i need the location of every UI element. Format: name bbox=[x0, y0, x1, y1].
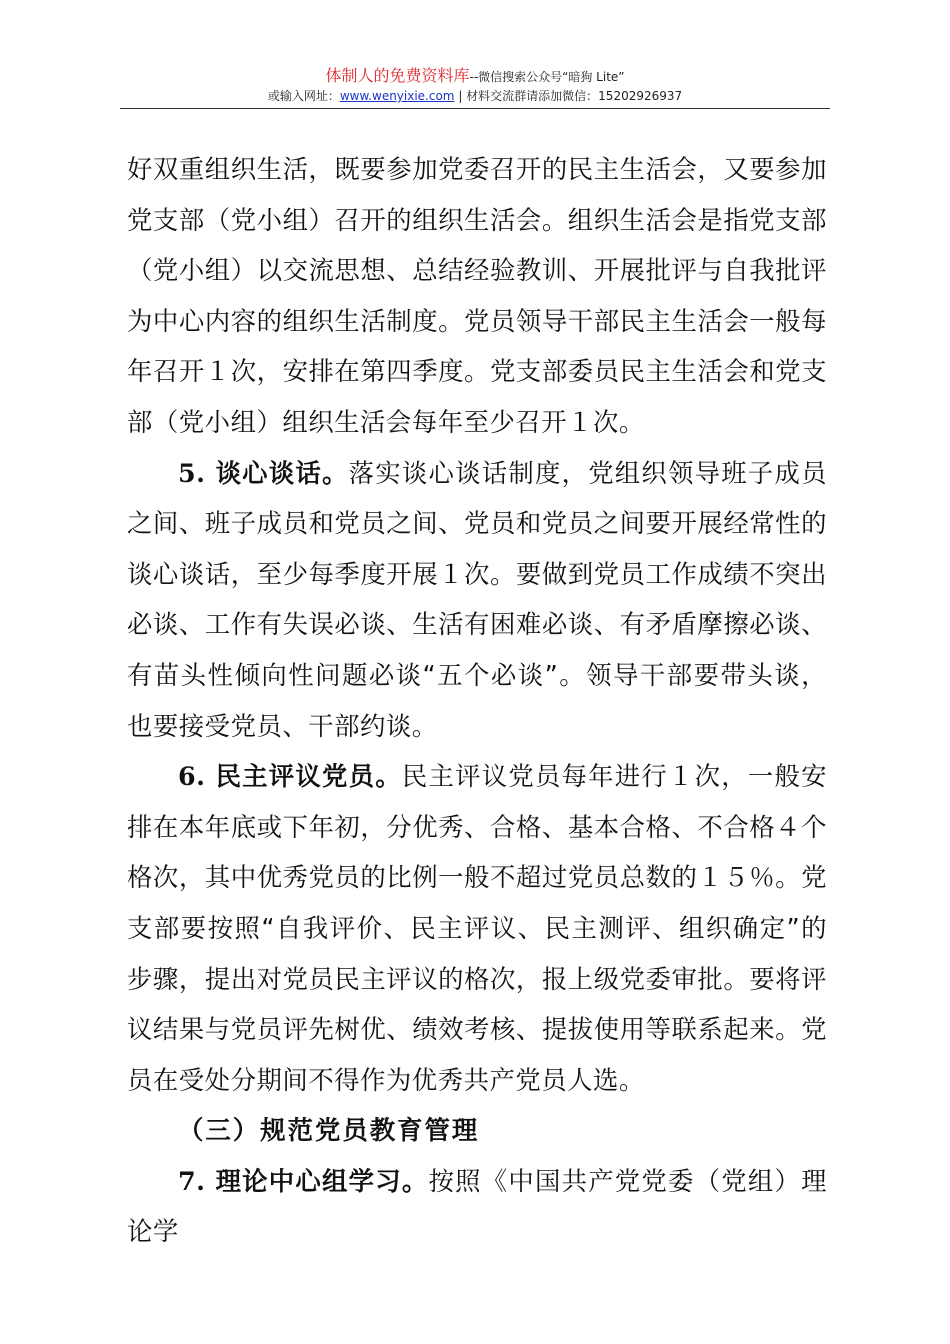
paragraph-2-heading: 5. 谈心谈话。 bbox=[178, 457, 349, 488]
paragraph-4-text: 按照《中国共产党党委（党组）理论学 bbox=[127, 1165, 827, 1247]
paragraph-2 bbox=[127, 448, 827, 752]
header-url-link[interactable]: www.wenyixie.com bbox=[339, 89, 455, 103]
paragraph-3 bbox=[127, 751, 827, 1105]
paragraph-4 bbox=[127, 1156, 827, 1257]
paragraph-2-text: 落实谈心谈话制度，党组织领导班子成员之间、班子成员和党员之间、党员和党员之间要开展经常性的谈心谈话，至少每季度开展１次。要做到党员工作成绩不突出必谈、工作有失误必谈、生活有困难必谈、有矛盾摩擦必谈、有苗头性倾向性问题必谈“五个必谈”。领导干部要带头谈，也要接受党员、干部约谈。 bbox=[127, 457, 827, 741]
header-divider bbox=[120, 108, 830, 109]
document-body bbox=[127, 144, 827, 1257]
paragraph-4-heading: 7. 理论中心组学习。 bbox=[178, 1165, 429, 1196]
header-url-prefix: 或输入网址： bbox=[267, 89, 340, 103]
header-contact-line bbox=[120, 87, 830, 105]
header-title-line bbox=[120, 66, 830, 87]
paragraph-3-text: 民主评议党员每年进行１次，一般安排在本年底或下年初，分优秀、合格、基本合格、不合格４个格次，其中优秀党员的比例一般不超过党员总数的１５％。党支部要按照“自我评价、民主评议、民主测评、组织确定”的步骤，提出对党员民主评议的格次，报上级党委审批。要将评议结果与党员评先树优、绩效考核、提拔使用等联系起来。党员在受处分期间不得作为优秀共产党员人选。 bbox=[127, 761, 827, 1095]
header-subtitle: --微信搜索公众号“暗狗 Lite” bbox=[469, 70, 625, 84]
header-brand: 体制人的免费资料库 bbox=[325, 66, 470, 85]
section-heading: （三）规范党员教育管理 bbox=[178, 1115, 480, 1146]
paragraph-1: 好双重组织生活，既要参加党委召开的民主生活会，又要参加党支部（党小组）召开的组织生活会。组织生活会是指党支部（党小组）以交流思想、总结经验教训、开展批评与自我批评为中心内容的组织生活制度。党员领导干部民主生活会一般每年召开１次，安排在第四季度。党支部委员民主生活会和党支部（党小组）组织生活会每年至少召开１次。 bbox=[127, 154, 827, 437]
paragraph-3-heading: 6. 民主评议党员。 bbox=[178, 761, 402, 792]
header-contact: | 材料交流群请添加微信：15202926937 bbox=[454, 89, 683, 103]
page-header bbox=[120, 66, 830, 105]
